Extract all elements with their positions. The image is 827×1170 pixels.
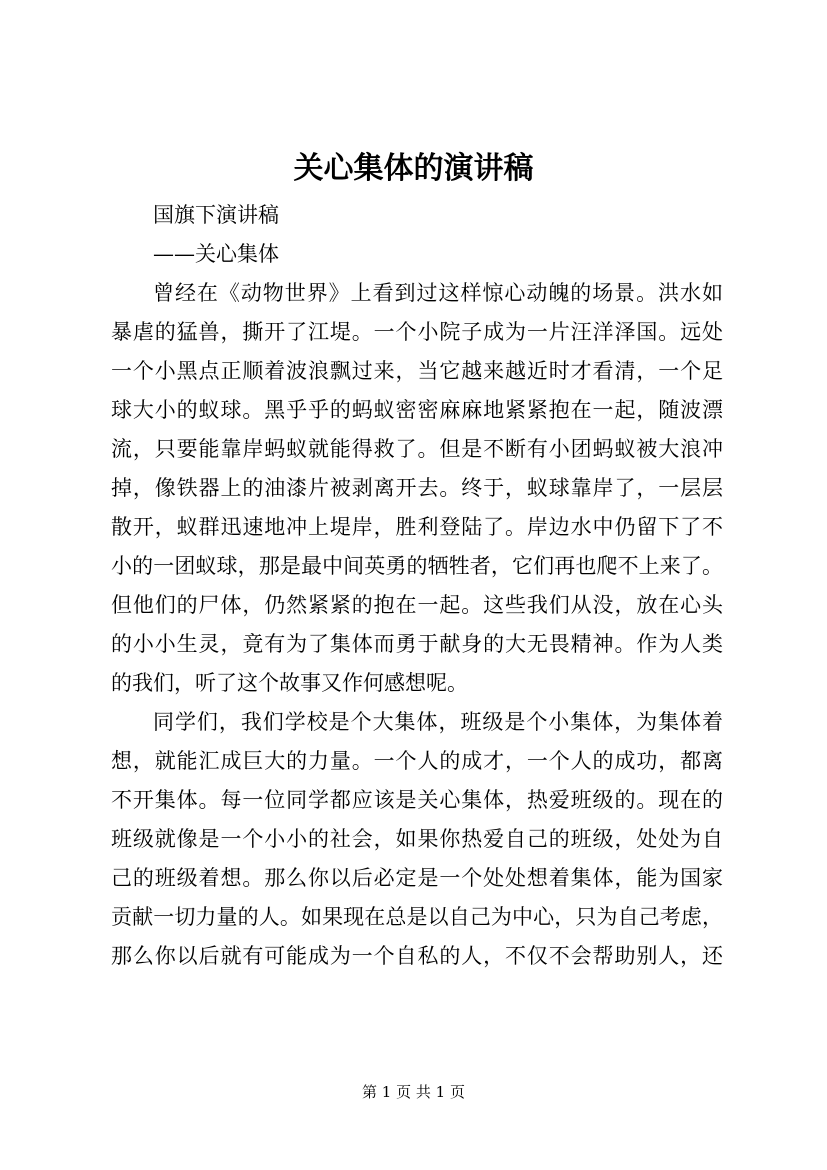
page-footer: 第 1 页 共 1 页 (362, 1083, 465, 1101)
paragraph-1-line: 小的一团蚁球，那是最中间英勇的牺牲者，它们再也爬不上来了。 (111, 554, 723, 578)
paragraph-2-line: 贡献一切力量的人。如果现在总是以自己为中心，只为自己考虑， (111, 905, 723, 929)
paragraph-2-line: 想，就能汇成巨大的力量。一个人的成才，一个人的成功，都离 (111, 749, 723, 773)
paragraph-1-line: 球大小的蚁球。黑乎乎的蚂蚁密密麻麻地紧紧抱在一起，随波漂 (111, 398, 723, 422)
paragraph-2-line: 班级就像是一个小小的社会，如果你热爱自己的班级，处处为自 (111, 827, 723, 851)
subtitle-dash: ——关心集体 (153, 242, 279, 266)
paragraph-1-line: 一个小黑点正顺着波浪飘过来，当它越来越近时才看清，一个足 (111, 359, 723, 383)
paragraph-2-line: 己的班级着想。那么你以后必定是一个处处想着集体，能为国家 (111, 866, 723, 890)
paragraph-1-line: 曾经在《动物世界》上看到过这样惊心动魄的场景。洪水如 (153, 281, 723, 305)
document-body (111, 196, 723, 976)
paragraph-1-line: 的小小生灵，竟有为了集体而勇于献身的大无畏精神。作为人类 (111, 632, 723, 656)
paragraph-1-line: 暴虐的猛兽，撕开了江堤。一个小院子成为一片汪洋泽国。远处 (111, 320, 723, 344)
paragraph-1-line: 的我们，听了这个故事又作何感想呢。 (111, 671, 468, 695)
paragraph-1-line: 散开，蚁群迅速地冲上堤岸，胜利登陆了。岸边水中仍留下了不 (111, 515, 723, 539)
paragraph-2-line: 那么你以后就有可能成为一个自私的人，不仅不会帮助别人，还 (111, 944, 723, 968)
paragraph-1-line: 掉，像铁器上的油漆片被剥离开去。终于，蚁球靠岸了，一层层 (111, 476, 723, 500)
paragraph-2-line: 不开集体。每一位同学都应该是关心集体，热爱班级的。现在的 (111, 788, 723, 812)
paragraph-1-line: 流，只要能靠岸蚂蚁就能得救了。但是不断有小团蚂蚁被大浪冲 (111, 437, 723, 461)
paragraph-2 (111, 703, 723, 976)
document-title: 关心集体的演讲稿 (293, 151, 534, 186)
paragraph-1-line: 但他们的尸体，仍然紧紧的抱在一起。这些我们从没，放在心头 (111, 593, 723, 617)
paragraph-2-line: 同学们，我们学校是个大集体，班级是个小集体，为集体着 (153, 710, 723, 734)
subtitle: 国旗下演讲稿 (153, 203, 279, 227)
paragraph-1 (111, 274, 723, 703)
